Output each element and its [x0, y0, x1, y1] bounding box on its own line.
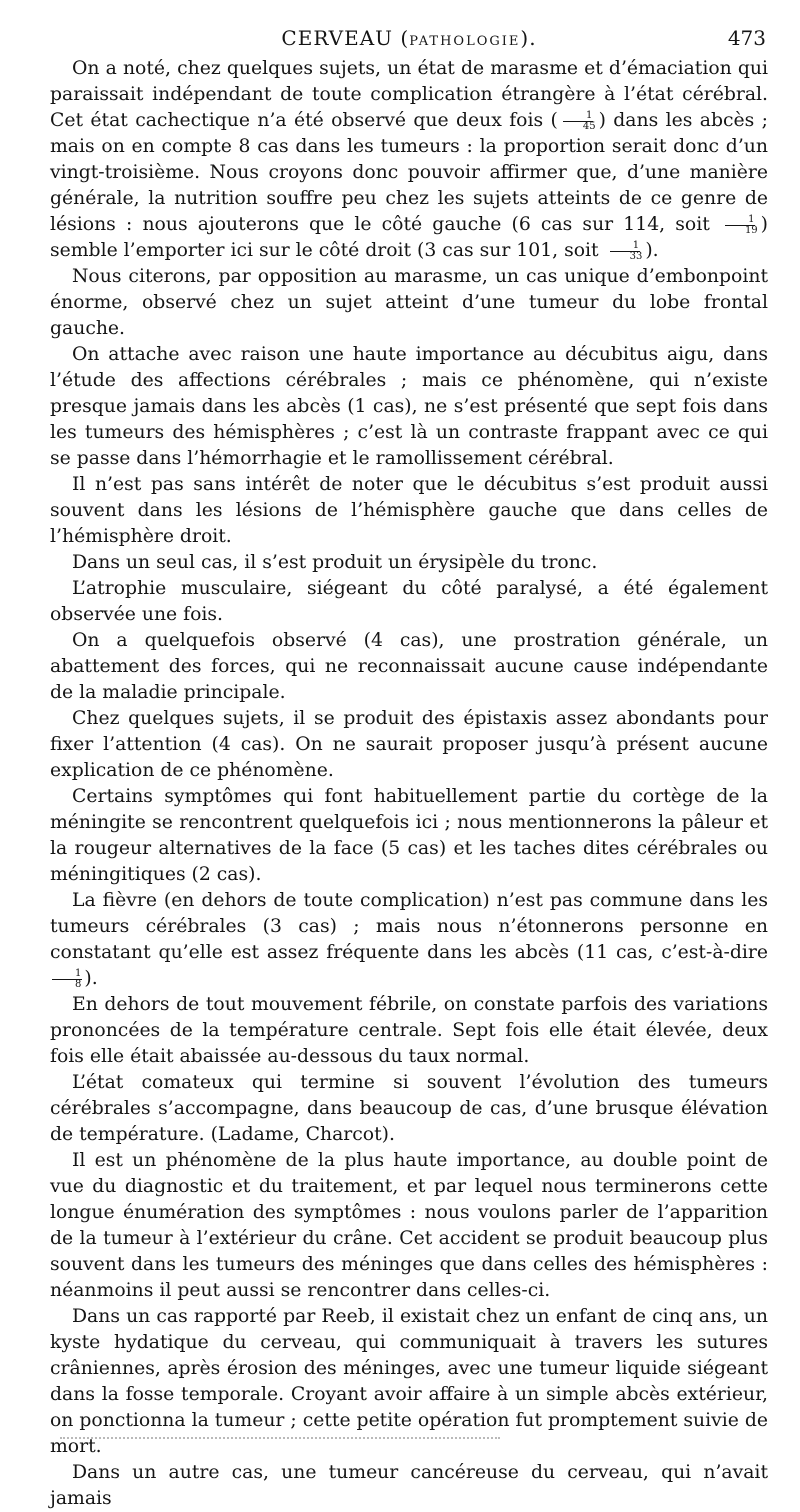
- paragraph: Il est un phénomène de la plus haute importance, au double point de vue du diagnostic et du traitement, et par lequel nous terminerons cette longue énumération des symptômes : nous voulons parler de l’apparition de la tumeur à l’extérieur du crâne. Cet accident se produit beaucoup plus souvent dans les tumeurs des méninges que dans celles des hémisphères : néanmoins il peut aussi se rencontrer dans celles-ci.: [50, 1150, 768, 1301]
- paragraph-text: On a noté, chez quelques sujets, un état de marasme et d’émaciation qui paraissait indépendant de toute complication étrangère à l’état cérébral. Cet état cachectique n’a été observé que deux fois (: [50, 58, 768, 131]
- fraction-numerator: 1: [610, 241, 640, 252]
- fraction-denominator: 33: [629, 250, 643, 262]
- fraction: [560, 111, 597, 132]
- paragraph: Chez quelques sujets, il se produit des épistaxis assez abondants pour fixer l’attention (4 cas). On ne saurait proposer jusqu’à présent aucune explication de ce phénomène.: [50, 708, 768, 781]
- body-text: [50, 56, 768, 1512]
- paragraph-text: ).: [645, 240, 659, 261]
- fraction: [722, 215, 759, 236]
- title-open: (: [393, 26, 410, 50]
- footer-dotted-rule: [60, 1437, 500, 1439]
- fraction-numerator: 1: [563, 111, 593, 122]
- fraction-numerator: 1: [725, 215, 755, 226]
- paragraph-text: ).: [84, 968, 98, 989]
- paragraph: Dans un cas rapporté par Reeb, il existait chez un enfant de cinq ans, un kyste hydatique du cerveau, qui communiquait à travers les sutures crâniennes, après érosion des méninges, avec une tumeur liquide siégeant dans la fosse temporale. Croyant avoir affaire à un simple abcès extérieur, on ponctionna la tumeur ; cette petite opération fut promptement suivie de mort.: [50, 1306, 768, 1457]
- paragraph: On attache avec raison une haute importance au décubitus aigu, dans l’étude des affections cérébrales ; mais ce phénomène, qui n’existe presque jamais dans les abcès (1 cas), ne s’est présenté que sept fois dans les tumeurs des hémisphères ; c’est là un contraste frappant avec ce qui se passe dans l’hémorrhagie et le ramollissement cérébral.: [50, 344, 768, 469]
- paragraph: [50, 888, 768, 992]
- fraction-numerator: 1: [52, 969, 82, 980]
- paragraph: L’état comateux qui termine si souvent l’évolution des tumeurs cérébrales s’accompagne, dans beaucoup de cas, d’une brusque élévation de température. (Ladame, Charcot).: [50, 1072, 768, 1145]
- title-main: CERVEAU: [281, 26, 394, 50]
- fraction: [607, 241, 644, 262]
- paragraph: [50, 56, 768, 264]
- paragraph: On a quelquefois observé (4 cas), une prostration générale, un abattement des forces, qui ne reconnaissait aucune cause indépendante de la maladie principale.: [50, 630, 768, 703]
- paragraph: En dehors de tout mouvement fébrile, on constate parfois des variations prononcées de la température centrale. Sept fois elle était élevée, deux fois elle était abaissée au-dessous du taux normal.: [50, 994, 768, 1067]
- book-page: [50, 22, 768, 1512]
- page-number: 473: [727, 26, 766, 50]
- fraction-denominator: 19: [744, 224, 758, 236]
- paragraph: Dans un autre cas, une tumeur cancéreuse du cerveau, qui n’avait jamais: [50, 1462, 768, 1509]
- title-small-caps: PATHOLOGIE: [409, 34, 521, 49]
- paragraph-text: La fièvre (en dehors de toute complication) n’est pas commune dans les tumeurs cérébrales (3 cas) ; mais nous n’étonnerons personne en constatant qu’elle est assez fréquente dans les abcès (11 cas, c’est-à-dire: [50, 890, 768, 963]
- running-header: [50, 22, 768, 56]
- fraction: [52, 969, 82, 990]
- paragraph-text: ) semble l’emporter ici sur le côté droit (3 cas sur 101, soit: [50, 214, 768, 261]
- paragraph-text: ) dans les abcès ; mais on en compte 8 cas dans les tumeurs : la proportion serait donc d’un vingt-troisième. Nous croyons donc pouvoir affirmer que, d’une manière générale, la nutrition souffre peu chez les sujets atteints de ce genre de lésions : nous ajouterons que le côté gauche (6 cas sur 114, soit: [50, 110, 768, 235]
- paragraph: L’atrophie musculaire, siégeant du côté paralysé, a été également observée une fois.: [50, 578, 768, 625]
- fraction-denominator: 8: [75, 978, 82, 990]
- title-close: ).: [520, 26, 537, 50]
- fraction-denominator: 45: [582, 120, 596, 132]
- running-title: [50, 26, 768, 50]
- paragraph: Dans un seul cas, il s’est produit un érysipèle du tronc.: [72, 552, 598, 573]
- paragraph: Certains symptômes qui font habituellement partie du cortège de la méningite se rencontrent quelquefois ici ; nous mentionnerons la pâleur et la rougeur alternatives de la face (5 cas) et les taches dites cérébrales ou méningitiques (2 cas).: [50, 786, 768, 885]
- paragraph: Nous citerons, par opposition au marasme, un cas unique d’embonpoint énorme, observé chez un sujet atteint d’une tumeur du lobe frontal gauche.: [50, 266, 768, 339]
- paragraph: Il n’est pas sans intérêt de noter que le décubitus s’est produit aussi souvent dans les lésions de l’hémisphère gauche que dans celles de l’hémisphère droit.: [50, 474, 768, 547]
